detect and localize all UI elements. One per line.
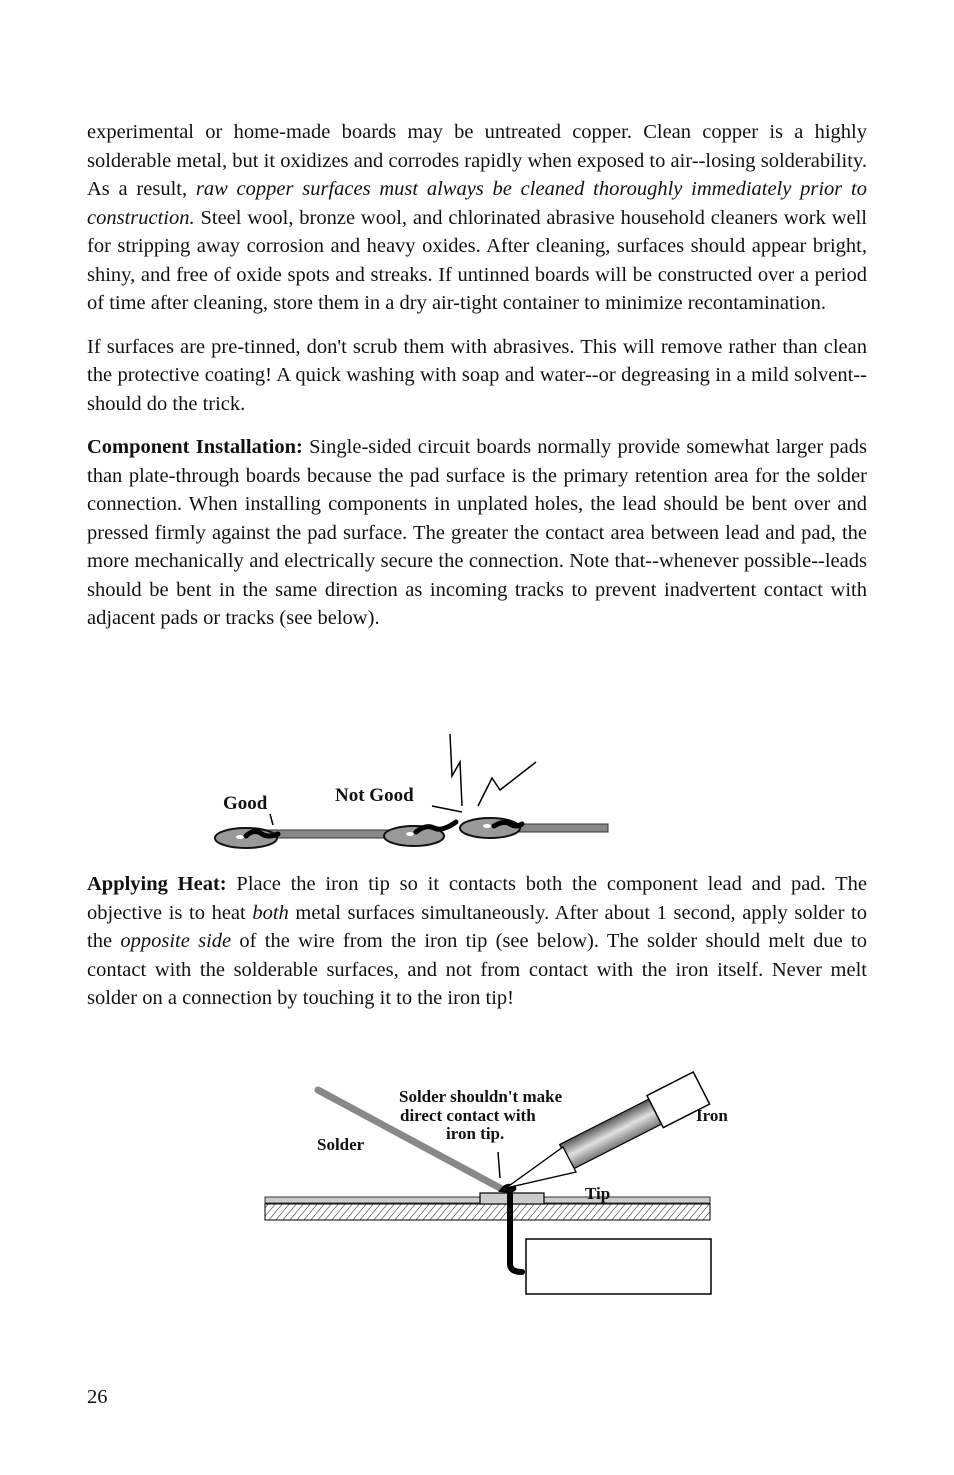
page-number: 26 <box>87 1386 108 1408</box>
hole <box>483 824 491 828</box>
soldering-iron <box>558 1072 710 1173</box>
note-line-3: iron tip. <box>446 1124 505 1143</box>
lead-not-good <box>416 822 456 832</box>
label-tip: Tip <box>585 1184 611 1203</box>
iron-tip <box>506 1147 576 1188</box>
section-heading: Component Installation: <box>87 436 303 458</box>
spark-icon <box>450 734 462 806</box>
pointer-good <box>270 814 273 825</box>
label-not-good: Not Good <box>335 785 414 806</box>
note-line-2: direct contact with <box>400 1106 536 1125</box>
paragraph-component-installation: Component Installation: Single-sided circuit boards normally provide somewhat larger pads than plate-through boards because the pad surface is the primary retention area for the solder connection. When installing components in unplated holes, the lead should be bent over and pressed firmly against the pad surface. The greater the contact area between lead and pad, the more mechanically and electrically secure the connection. Note that--whenever possible--leads should be bent in the same direction as incoming tracks to prevent inadvertent contact with adjacent pads or tracks (see below). <box>87 436 867 629</box>
label-good: Good <box>223 793 268 814</box>
pad-right <box>460 818 520 838</box>
soldering-figure <box>260 1080 728 1300</box>
lead-bending-figure <box>210 730 620 860</box>
track-right <box>510 824 608 832</box>
label-solder: Solder <box>317 1135 365 1154</box>
paragraph-copper-cleaning: experimental or home-made boards may be untreated copper. Clean copper is a highly solderable metal, but it oxidizes and corrodes rapidly when exposed to air--losing solderability. As a result, raw copper surfaces must always be cleaned thoroughly immediately prior to construction. Steel wool, bronze wool, and chlorinated abrasive household cleaners work well for stripping away corrosion and heavy oxides. After cleaning, surfaces should appear bright, shiny, and free of oxide spots and streaks. If untinned boards will be constructed over a period of time after cleaning, store them in a dry air-tight container to minimize recontamination. <box>87 121 867 314</box>
note-pointer <box>498 1152 500 1178</box>
body-text-lower <box>87 870 867 1013</box>
pointer-not-good <box>432 806 462 812</box>
paragraph-applying-heat: Applying Heat: Place the iron tip so it contacts both the component lead and pad. The objective is to heat both metal surfaces simultaneously. After about 1 second, apply solder to the opposite side of the wire from the iron tip (see below). The solder should melt due to contact with the solderable surfaces, and not from contact with the iron itself. Never melt solder on a connection by touching it to the iron tip! <box>87 873 868 1009</box>
body-text <box>87 118 867 633</box>
emphasis-text: raw copper surfaces must always be cleaned thoroughly immediately prior to construction. <box>87 178 867 229</box>
hole <box>406 832 414 836</box>
section-heading: Applying Heat: <box>87 873 227 895</box>
hole <box>236 835 244 839</box>
paragraph-pre-tinned: If surfaces are pre-tinned, don't scrub them with abrasives. This will remove rather than clean the protective coating! A quick washing with soap and water--or degreasing in a mild solvent--should do the trick. <box>87 335 867 415</box>
note-line-1: Solder shouldn't make <box>399 1087 563 1106</box>
component-body <box>526 1239 711 1294</box>
circuit-board <box>265 1204 710 1220</box>
label-iron: Iron <box>696 1106 728 1125</box>
spark-icon <box>478 762 536 806</box>
